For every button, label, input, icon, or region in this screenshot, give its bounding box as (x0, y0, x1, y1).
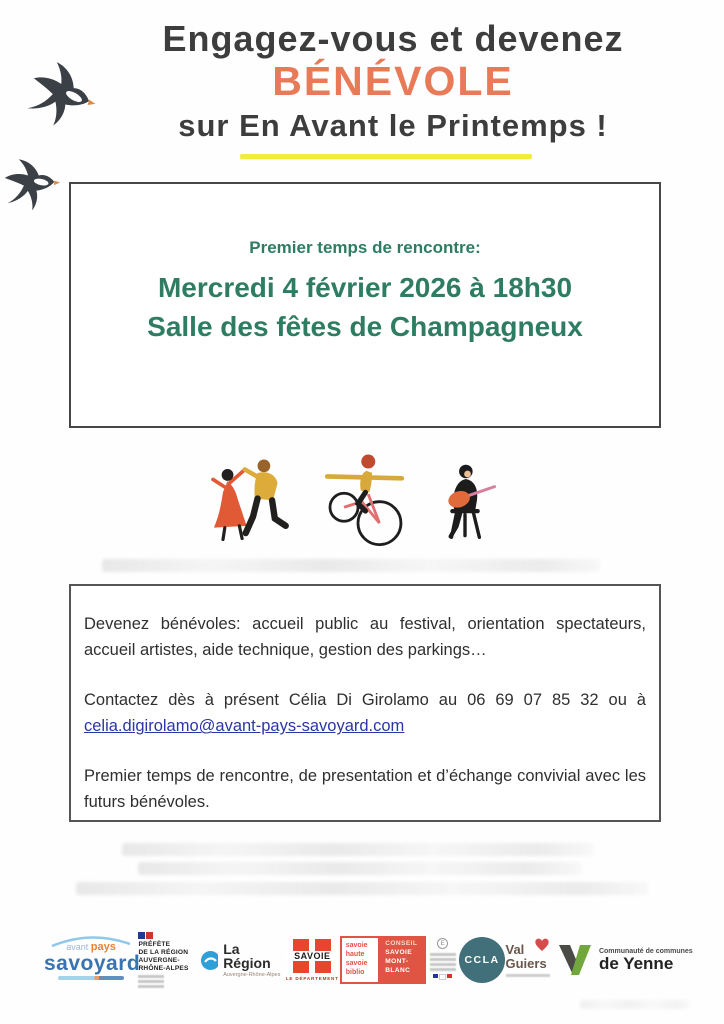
bleed-through-text (122, 843, 594, 856)
prefete-line: RHÔNE-ALPES (138, 965, 189, 973)
logo-la-region (201, 942, 285, 978)
dancing-couple-illustration (203, 448, 303, 550)
info-paragraph-roles: Devenez bénévoles: accueil public au festival, orientation spectateurs, accueil artistes, aide technique, gestion des parkings… (84, 615, 646, 660)
conseil-line: MONT- (385, 957, 409, 965)
header-line-benevole: BÉNÉVOLE (272, 57, 514, 104)
illegible-partner-text (430, 951, 456, 971)
volunteer-info-box (69, 584, 661, 822)
biblio-line: haute (345, 951, 365, 959)
logo-savoie-biblio (340, 936, 380, 984)
contact-email-link[interactable]: celia.digirolamo@avant-pays-savoyard.com (84, 717, 405, 736)
prefete-line: AUVERGNE- (138, 957, 180, 964)
swoosh-icon (50, 934, 132, 948)
meeting-kicker: Premier temps de rencontre: (249, 238, 481, 257)
yellow-divider (240, 154, 532, 159)
french-flag-icon (433, 974, 452, 980)
logo-prefete-region (138, 932, 200, 989)
meeting-date: Mercredi 4 février 2026 à 18h30 (157, 272, 573, 303)
biblio-line: biblio (345, 969, 365, 977)
festival-illustrations (203, 440, 503, 550)
aps-small-word: avant (66, 941, 89, 952)
conseil-line: SAVOIE (385, 948, 413, 956)
savoie-squares-icon (293, 939, 331, 973)
bleed-through-smudge (580, 1000, 690, 1009)
prefete-line: PRÉFÈTE (138, 940, 171, 948)
logo-avant-pays-savoyard (44, 940, 141, 980)
meeting-venue: Salle des fêtes de Champagneux (147, 311, 583, 343)
region-subtitle: Auvergne-Rhône-Alpes (223, 972, 281, 978)
conseil-line: BLANC (385, 966, 411, 974)
biblio-line: savoie (345, 942, 368, 949)
savoie-subtitle: LE DÉPARTEMENT (285, 976, 339, 981)
prefete-line: DE LA RÉGION (138, 948, 189, 956)
yenne-v-icon (558, 944, 592, 976)
header-line-3: sur En Avant le Printemps ! (178, 107, 608, 143)
bleed-through-text (76, 882, 648, 895)
info-paragraph-contact (84, 687, 646, 740)
meeting-info-box (69, 182, 661, 428)
biblio-line: savoie (345, 960, 368, 968)
conseil-line: CONSEIL (385, 940, 418, 947)
illegible-motto-text (138, 975, 200, 988)
logo-conseil-savoie-mont-blanc (380, 936, 426, 984)
illegible-subtitle-text (506, 974, 550, 977)
partner-logos-strip (44, 924, 706, 996)
circled-e-icon: E (437, 938, 448, 949)
heart-icon (534, 937, 550, 953)
region-title: La Région (223, 941, 271, 971)
aps-underline (58, 976, 124, 980)
logo-ccla (459, 937, 505, 983)
yenne-title: de Yenne (598, 954, 674, 973)
header-line-1: Engagez-vous et devenez (162, 18, 624, 59)
savoie-title: SAVOIE (285, 951, 339, 961)
logo-savoie-departement (285, 939, 339, 981)
logo-state-partner (427, 938, 459, 982)
info-paragraph-meeting: Premier temps de rencontre, de presentation et d’échange convivial avec les futurs bénévoles. (84, 766, 646, 811)
swallow-bird-icon (0, 137, 72, 232)
french-flag-icon (138, 932, 200, 939)
ccla-title: CCLA (464, 954, 500, 966)
bleed-through-text (138, 862, 582, 875)
guitar-player-illustration (427, 452, 503, 550)
region-circle-icon (201, 951, 218, 970)
yenne-subtitle: Communauté de communes (598, 948, 693, 955)
logo-val-guiers (506, 943, 558, 978)
aps-name: savoyard (44, 951, 141, 975)
bicycle-wheelie-illustration (316, 444, 414, 550)
bleed-through-text (102, 559, 600, 572)
contact-text: Contactez dès à présent Célia Di Girolamo au 06 69 07 85 32 ou à (84, 690, 646, 709)
header-title (70, 20, 716, 144)
logo-cc-de-yenne (558, 944, 706, 976)
aps-pays-word: pays (90, 940, 116, 953)
valguiers-line: Guiers (505, 956, 547, 971)
valguiers-line: Val (505, 941, 525, 957)
